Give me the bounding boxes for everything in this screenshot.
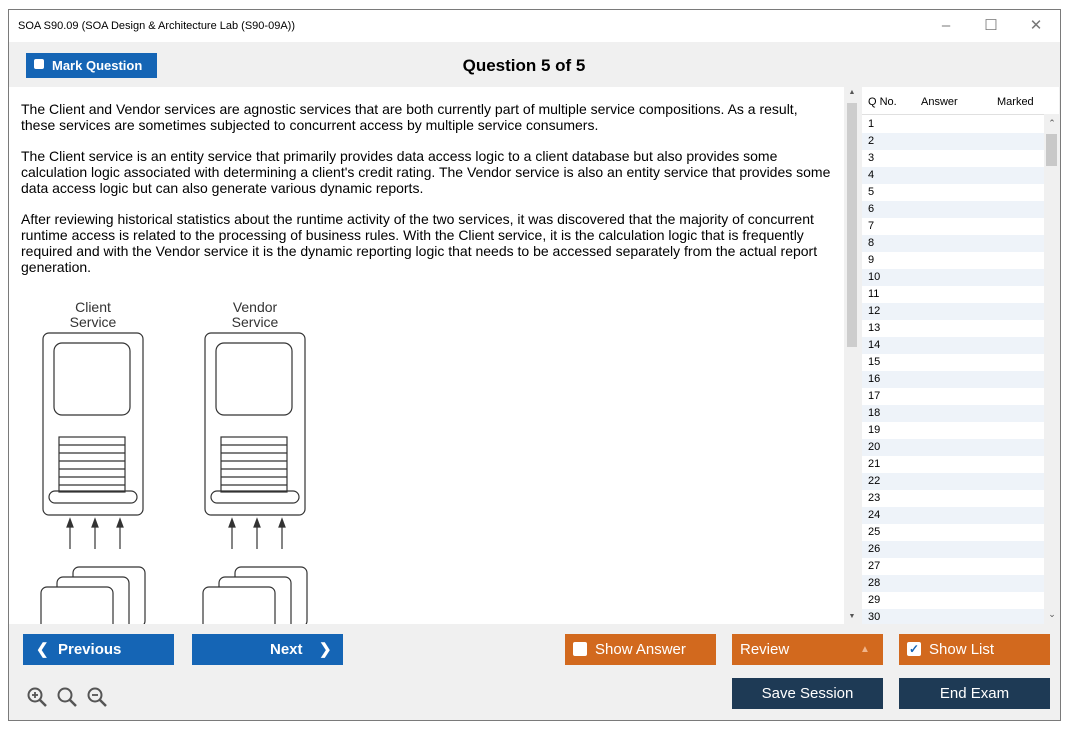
question-list-rows bbox=[862, 116, 1045, 624]
minimize-button[interactable]: – bbox=[941, 17, 951, 34]
question-list-row[interactable]: 26 bbox=[862, 541, 1045, 558]
question-list-panel bbox=[862, 87, 1059, 624]
question-list-row[interactable]: 9 bbox=[868, 254, 875, 266]
answer-column-header[interactable]: Answer bbox=[921, 96, 958, 108]
zoom-in-icon[interactable] bbox=[26, 686, 48, 708]
title-bar bbox=[9, 10, 1060, 42]
question-list-scroll-thumb[interactable] bbox=[1046, 134, 1057, 166]
question-list-row[interactable]: 1 bbox=[868, 118, 875, 130]
question-list-scrollbar[interactable] bbox=[1044, 114, 1059, 624]
vendor-request-arrows bbox=[229, 519, 285, 549]
dropdown-arrow-icon: ▲ bbox=[860, 644, 870, 655]
question-list-row[interactable]: 2 bbox=[862, 133, 1045, 150]
question-list-row[interactable]: 15 bbox=[868, 356, 881, 368]
content-scrollbar[interactable] bbox=[845, 87, 859, 624]
vendor-consumers bbox=[203, 567, 307, 624]
question-list-row[interactable]: 8 bbox=[862, 235, 1045, 252]
question-list-row[interactable]: 19 bbox=[868, 424, 881, 436]
client-consumers bbox=[41, 567, 145, 624]
question-list-row[interactable]: 17 bbox=[868, 390, 881, 402]
question-list-row[interactable]: 24 bbox=[862, 507, 1045, 524]
question-list-row[interactable]: 16 bbox=[862, 371, 1045, 388]
question-list-row[interactable]: 23 bbox=[868, 492, 881, 504]
zoom-out-icon[interactable] bbox=[86, 686, 108, 708]
question-paragraph-3: After reviewing historical statistics about the runtime activity of the two services, it was discovered that the majority of concurrent runtime access is related to the processing of business rules. With the Client service, it is the calculation logic that is frequently required and with the Vendor service it is the dynamic reporting logic that needs to be accessed separately from the actual report generation. bbox=[21, 211, 818, 275]
previous-label: Previous bbox=[58, 641, 122, 658]
end-exam-button[interactable]: End Exam bbox=[899, 678, 1050, 709]
close-button[interactable]: ✕ bbox=[1029, 17, 1043, 34]
services-diagram bbox=[37, 297, 367, 624]
next-label: Next bbox=[270, 641, 303, 658]
qno-column-header[interactable]: Q No. bbox=[868, 96, 897, 108]
scroll-up-icon[interactable]: ▲ bbox=[848, 89, 856, 96]
chevron-right-icon: ❯ bbox=[319, 641, 332, 658]
question-list-row[interactable]: 27 bbox=[868, 560, 881, 572]
question-toolbar bbox=[9, 42, 1060, 87]
question-list-row[interactable]: 5 bbox=[868, 186, 875, 198]
question-list-row[interactable]: 4 bbox=[862, 167, 1045, 184]
vendor-label-2: Service bbox=[231, 314, 279, 330]
vendor-service-container bbox=[205, 333, 305, 515]
client-request-arrows bbox=[67, 519, 123, 549]
next-button[interactable] bbox=[192, 634, 343, 665]
question-list-row[interactable]: 18 bbox=[862, 405, 1045, 422]
show-list-checkbox[interactable]: ✓ bbox=[908, 642, 920, 656]
question-list-row[interactable]: 25 bbox=[868, 526, 881, 538]
show-answer-button[interactable] bbox=[565, 634, 716, 665]
list-scroll-down-icon[interactable]: ⌄ bbox=[1048, 609, 1056, 619]
question-list-row[interactable]: 3 bbox=[868, 152, 875, 164]
question-list-row[interactable]: 10 bbox=[862, 269, 1045, 286]
question-list-row[interactable]: 7 bbox=[868, 220, 875, 232]
question-paragraph-1: The Client and Vendor services are agnostic services that are both currently part of multiple service compositions. As a result, these services are sometimes subjected to concurrent access by multiple service consumers. bbox=[21, 101, 798, 133]
question-list-row[interactable]: 13 bbox=[868, 322, 881, 334]
vendor-label-1: Vendor bbox=[232, 299, 278, 315]
list-scroll-up-icon[interactable]: ⌃ bbox=[1048, 118, 1056, 128]
content-scroll-thumb[interactable] bbox=[847, 103, 857, 347]
question-content bbox=[9, 87, 844, 624]
question-list-row[interactable]: 28 bbox=[862, 575, 1045, 592]
client-service-container bbox=[43, 333, 143, 515]
question-title: Question 5 of 5 bbox=[462, 56, 586, 75]
chevron-left-icon: ❮ bbox=[36, 641, 49, 658]
question-paragraph-2: The Client service is an entity service that primarily provides data access logic to a client database but also provides some calculation logic associated with determining a client's credit rating. The Vendor service is also an entity service that provides some data access logic but can also generate various dynamic reports. bbox=[21, 148, 831, 196]
window-title: SOA S90.09 (SOA Design & Architecture Lab (S90-09A)) bbox=[18, 20, 295, 32]
review-dropdown[interactable] bbox=[732, 634, 883, 665]
question-list-row[interactable]: 12 bbox=[862, 303, 1045, 320]
question-list-row[interactable]: 29 bbox=[868, 594, 881, 606]
question-list-row[interactable]: 30 bbox=[862, 609, 1045, 624]
question-list-row[interactable]: 6 bbox=[862, 201, 1045, 218]
review-label: Review bbox=[740, 641, 790, 658]
mark-question-button[interactable] bbox=[26, 53, 157, 78]
show-answer-label: Show Answer bbox=[595, 641, 686, 658]
app-window bbox=[8, 9, 1061, 721]
show-list-button[interactable] bbox=[899, 634, 1050, 665]
scroll-down-icon[interactable]: ▼ bbox=[848, 613, 856, 620]
question-list-row[interactable]: 21 bbox=[868, 458, 881, 470]
question-list-row[interactable]: 11 bbox=[868, 288, 880, 300]
maximize-button[interactable]: ☐ bbox=[984, 17, 998, 34]
client-label-2: Service bbox=[69, 314, 117, 330]
zoom-reset-icon[interactable] bbox=[56, 686, 78, 708]
question-list-row[interactable]: 20 bbox=[862, 439, 1045, 456]
mark-question-label: Mark Question bbox=[52, 58, 143, 73]
show-list-label: Show List bbox=[929, 641, 995, 658]
marked-column-header[interactable]: Marked bbox=[997, 96, 1034, 108]
client-label-1: Client bbox=[75, 299, 111, 315]
question-list-header bbox=[862, 87, 1059, 115]
previous-button[interactable] bbox=[23, 634, 174, 665]
question-list-row[interactable]: 14 bbox=[862, 337, 1045, 354]
save-session-button[interactable]: Save Session bbox=[732, 678, 883, 709]
question-list-row[interactable]: 22 bbox=[862, 473, 1045, 490]
show-answer-checkbox[interactable] bbox=[573, 642, 587, 656]
mark-checkbox-icon bbox=[34, 59, 44, 69]
